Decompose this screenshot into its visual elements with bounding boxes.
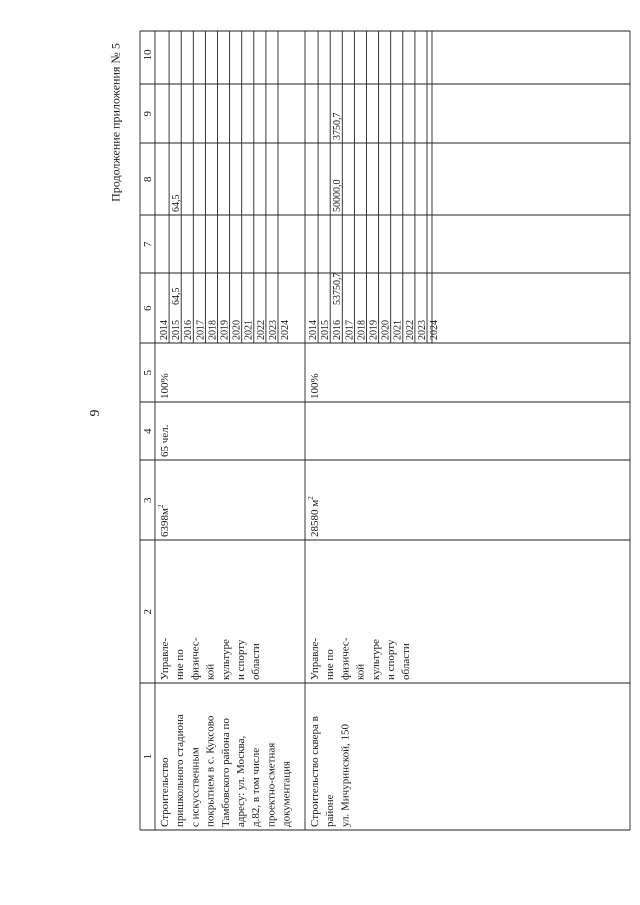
project-name-line: Строительство сквера в bbox=[309, 716, 321, 827]
year-label: 2023 bbox=[267, 320, 279, 340]
column-number-header: 5 bbox=[142, 370, 154, 376]
project-name-line: адресу: ул. Москва, bbox=[235, 735, 247, 827]
project-name-line: проектно-сметная bbox=[265, 742, 278, 827]
page-number: 9 bbox=[88, 409, 103, 417]
year-label: 2014 bbox=[159, 320, 170, 340]
executor-line: физичес- bbox=[339, 637, 352, 680]
year-label: 2024 bbox=[429, 320, 440, 340]
year-label: 2021 bbox=[392, 320, 404, 340]
year-label: 2024 bbox=[280, 320, 291, 340]
project-name-line: ул. Мичуринской, 150 bbox=[339, 723, 352, 827]
executor-line: кой bbox=[204, 663, 217, 680]
year-label: 2015 bbox=[171, 320, 183, 340]
readiness-percent: 100% bbox=[159, 373, 171, 399]
column-number-header: 7 bbox=[142, 241, 154, 247]
project-name-line: пришкольного стадиона bbox=[174, 714, 187, 827]
executor-line: Управле- bbox=[309, 637, 321, 680]
year-label: 2017 bbox=[195, 320, 207, 340]
executor-line: области bbox=[400, 643, 413, 680]
column-number-header: 6 bbox=[142, 305, 154, 311]
amount-col6: 64,5 bbox=[171, 287, 183, 305]
capacity-value: 28580 $м^2$ bbox=[307, 496, 321, 537]
year-label: 2019 bbox=[368, 320, 380, 340]
project-name-line: д.82, в том числе bbox=[250, 747, 263, 827]
column-number-header: 1 bbox=[142, 754, 154, 760]
capacity-unit-superscript: 2 bbox=[307, 496, 315, 500]
year-label: 2017 bbox=[344, 320, 356, 340]
year-label: 2016 bbox=[332, 320, 344, 340]
year-label: 2022 bbox=[404, 320, 416, 340]
people-count: 65 чел. bbox=[159, 424, 171, 457]
amount-col8: 64,5 bbox=[171, 194, 183, 212]
executor-line: и спорту bbox=[385, 639, 397, 680]
year-label: 2019 bbox=[219, 320, 231, 340]
executor-line: кой bbox=[354, 663, 367, 680]
executor-line: и спорту bbox=[235, 639, 247, 680]
amount-col9: 3750,7 bbox=[332, 112, 344, 140]
project-name-line: покрытием в с. Куксово bbox=[204, 715, 217, 827]
project-name-line: Строительство bbox=[159, 757, 171, 827]
year-label: 2014 bbox=[308, 320, 319, 340]
executor-line: ние по bbox=[174, 649, 187, 680]
year-label: 2023 bbox=[416, 320, 428, 340]
readiness-percent: 100% bbox=[309, 373, 321, 399]
column-number-header: 10 bbox=[142, 49, 154, 61]
project-name-line: документация bbox=[280, 760, 293, 827]
capacity-value: $6398м^2$ bbox=[157, 504, 171, 537]
year-label: 2022 bbox=[255, 320, 267, 340]
year-label: 2020 bbox=[231, 320, 243, 340]
year-label: 2020 bbox=[380, 320, 392, 340]
column-number-header: 9 bbox=[142, 111, 154, 117]
column-number-header: 2 bbox=[142, 609, 154, 615]
project-name-line: с искусственным bbox=[189, 747, 202, 827]
amount-col6: 53750,7 bbox=[332, 272, 344, 305]
year-label: 2021 bbox=[243, 320, 255, 340]
year-label: 2018 bbox=[356, 320, 368, 340]
year-label: 2016 bbox=[183, 320, 195, 340]
executor-line: Управле- bbox=[159, 637, 171, 680]
executor-line: культуре bbox=[219, 639, 232, 680]
capacity-unit-superscript: 2 bbox=[157, 504, 165, 509]
executor-line: культуре bbox=[369, 639, 382, 680]
project-name-line: Тамбовского района по bbox=[219, 718, 232, 827]
column-number-header: 3 bbox=[142, 497, 154, 503]
executor-line: ние по bbox=[324, 649, 337, 680]
amount-col8: 50000,0 bbox=[332, 179, 344, 212]
project-name-line: районе bbox=[324, 794, 337, 827]
column-number-header: 8 bbox=[142, 176, 154, 182]
appendix-continuation-note: Продолжение приложения № 5 bbox=[108, 43, 123, 202]
executor-line: физичес- bbox=[189, 637, 202, 680]
year-label: 2018 bbox=[207, 320, 219, 340]
executor-line: области bbox=[250, 643, 263, 680]
year-label: 2015 bbox=[320, 320, 332, 340]
column-number-header: 4 bbox=[142, 428, 154, 434]
